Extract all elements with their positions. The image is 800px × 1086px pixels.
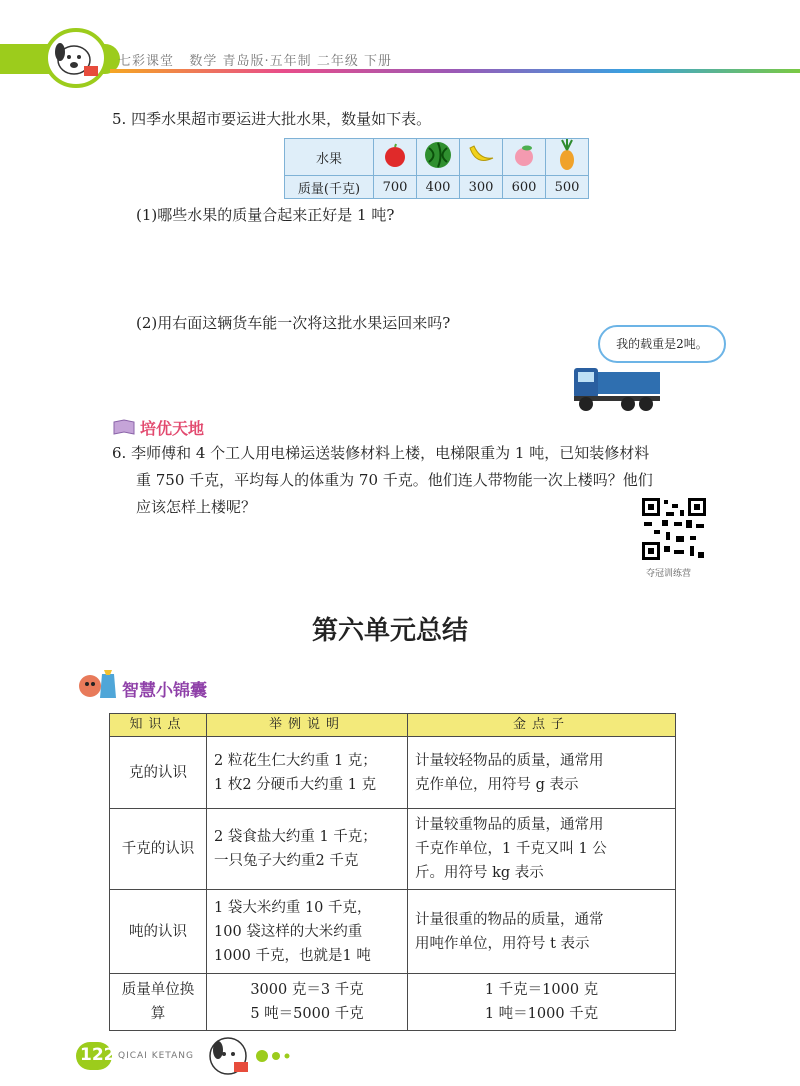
row-topic: 克的认识 xyxy=(110,737,207,809)
mass-pineapple: 500 xyxy=(546,176,589,199)
series-title: 七彩课堂 xyxy=(118,54,175,69)
tip-line: 计量较重物品的质量，通常用 xyxy=(415,817,604,833)
example-line: 100 袋这样的大米约重 xyxy=(214,923,363,940)
page-number: 122 xyxy=(80,1045,116,1065)
table-row xyxy=(110,974,676,1031)
example-line: 1000 千克，也就是1 吨 xyxy=(214,947,371,964)
row-topic: 质量单位换算 xyxy=(110,974,207,1031)
table-row xyxy=(110,809,676,890)
footer-brand: QICAI KETANG xyxy=(118,1051,194,1061)
row-topic: 吨的认识 xyxy=(110,890,207,974)
peach-icon xyxy=(503,139,546,176)
apple-icon xyxy=(374,139,417,176)
row-example xyxy=(207,974,408,1031)
example-line: 5 吨＝5000 千克 xyxy=(250,1006,364,1022)
qr-code-icon[interactable] xyxy=(640,496,708,562)
book-subtitle: 数学 青岛版·五年制 二年级 下册 xyxy=(189,54,392,69)
fruit-table xyxy=(284,138,589,199)
example-line: 1 枚2 分硬币大约重 1 克 xyxy=(214,776,377,793)
tip-line: 1 吨＝1000 千克 xyxy=(484,1006,599,1022)
footer-mascot-icon xyxy=(200,1030,300,1080)
pineapple-icon xyxy=(546,139,589,176)
example-line: 2 袋食盐大约重 1 千克； xyxy=(214,829,377,845)
header-tip: 金点子 xyxy=(408,714,676,737)
tip-line: 千克作单位，1 千克又叫 1 公 xyxy=(415,841,607,857)
table-row xyxy=(110,737,676,809)
mass-banana: 300 xyxy=(460,176,503,199)
row-tip xyxy=(408,974,676,1031)
tip-line: 1 千克＝1000 克 xyxy=(484,982,599,998)
row-example xyxy=(207,809,408,890)
example-line: 一只兔子大约重2 千克 xyxy=(214,853,359,869)
tip-line: 用吨作单位，用符号 t 表示 xyxy=(415,935,590,952)
tip-line: 克作单位，用符号 g 表示 xyxy=(415,776,579,793)
watermelon-icon xyxy=(417,139,460,176)
qr-caption: 夺冠训练营 xyxy=(646,569,692,579)
row-example xyxy=(207,737,408,809)
example-line: 1 袋大米约重 10 千克， xyxy=(214,899,372,916)
q6-line2: 重 750 千克，平均每人的体重为 70 千克。他们连人带物能一次上楼吗？他们 xyxy=(136,471,653,489)
header-text xyxy=(118,50,392,69)
tip-line: 计量较轻物品的质量，通常用 xyxy=(415,752,604,769)
row-tip xyxy=(408,809,676,890)
row-example xyxy=(207,890,408,974)
q5-sub1: (1)哪些水果的质量合起来正好是 1 吨? xyxy=(136,206,395,224)
header-topic: 知识点 xyxy=(110,714,207,737)
mass-label: 质量(千克) xyxy=(285,176,374,199)
fruit-label: 水果 xyxy=(285,139,374,176)
table-row xyxy=(110,890,676,974)
q6-line3: 应该怎样上楼呢？ xyxy=(136,498,257,516)
summary-table xyxy=(109,713,676,1031)
row-tip xyxy=(408,737,676,809)
example-line: 3000 克＝3 千克 xyxy=(250,982,364,998)
header-rainbow-line xyxy=(110,69,800,73)
summary-subtitle: 智慧小锦囊 xyxy=(122,681,207,701)
row-tip xyxy=(408,890,676,974)
book-icon xyxy=(112,418,136,436)
tip-line: 斤。用符号 kg 表示 xyxy=(415,865,544,881)
row-topic: 千克的认识 xyxy=(110,809,207,890)
speech-bubble: 我的载重是2吨。 xyxy=(598,325,726,363)
mass-apple: 700 xyxy=(374,176,417,199)
mass-watermelon: 400 xyxy=(417,176,460,199)
tip-line: 计量很重的物品的质量，通常 xyxy=(415,911,604,928)
peiyou-title: 培优天地 xyxy=(140,419,205,438)
q5-text: 5. 四季水果超市要运进大批水果，数量如下表。 xyxy=(112,110,432,128)
q6-line1: 6. 李师傅和 4 个工人用电梯运送装修材料上楼，电梯限重为 1 吨，已知装修材料 xyxy=(112,444,650,462)
mass-peach: 600 xyxy=(503,176,546,199)
dog-mascot-icon xyxy=(38,24,114,90)
example-line: 2 粒花生仁大约重 1 克； xyxy=(214,752,377,769)
q5-sub2: (2)用右面这辆货车能一次将这批水果运回来吗? xyxy=(136,314,451,332)
truck-icon xyxy=(572,360,664,414)
banana-icon xyxy=(460,139,503,176)
header-example: 举例说明 xyxy=(207,714,408,737)
mascot-bag-icon xyxy=(76,666,118,702)
summary-title: 第六单元总结 xyxy=(312,616,469,646)
